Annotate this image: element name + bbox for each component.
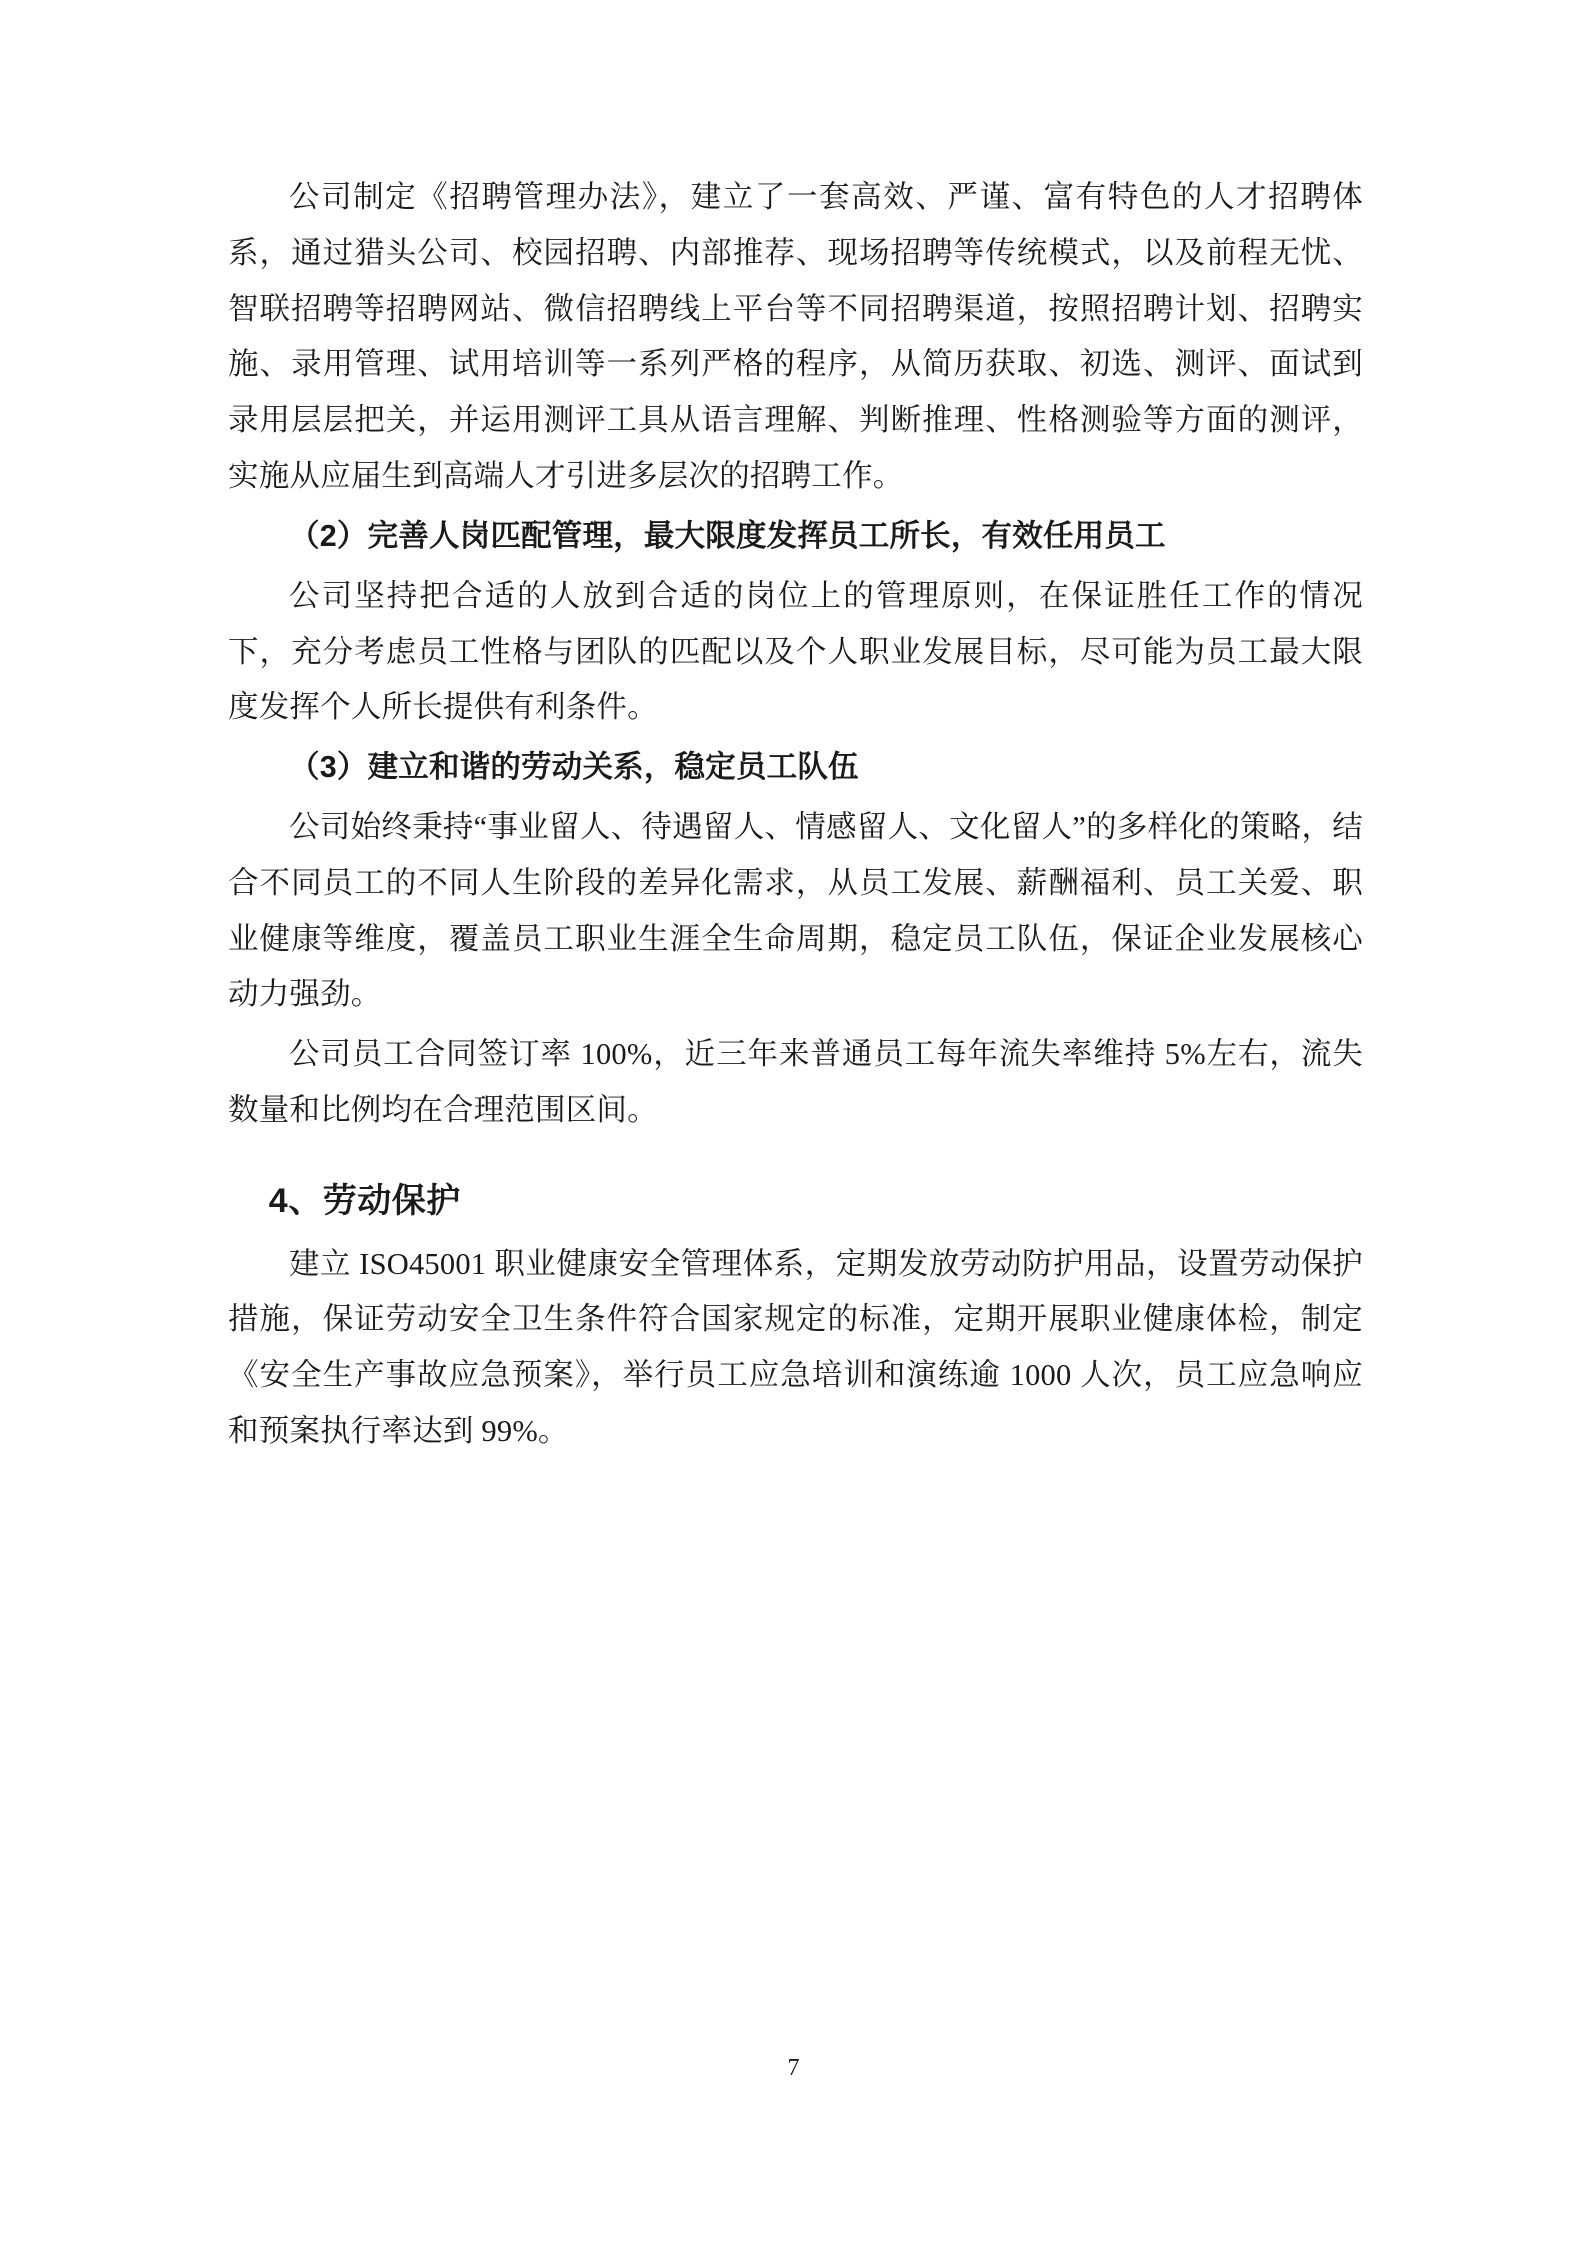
paragraph-recruitment-system: 公司制定《招聘管理办法》，建立了一套高效、严谨、富有特色的人才招聘体系，通过猎头公司、校园招聘、内部推荐、现场招聘等传统模式，以及前程无忧、智联招聘等招聘网站、微信招聘线上平台等不同招聘渠道，按照招聘计划、招聘实施、录用管理、试用培训等一系列严格的程序，从简历获取、初选、测评、面试到录用层层把关，并运用测评工具从语言理解、判断推理、性格测验等方面的测评，实施从应届生到高端人才引进多层次的招聘工作。 <box>228 180 1363 494</box>
paragraph-job-matching: 公司坚持把合适的人放到合适的岗位上的管理原则，在保证胜任工作的情况下，充分考虑员工性格与团队的匹配以及个人职业发展目标，尽可能为员工最大限度发挥个人所长提供有利条件。 <box>228 578 1363 725</box>
subheading-labor-relations: （3）建立和谐的劳动关系，稳定员工队伍 <box>289 750 859 785</box>
page-number: 7 <box>787 2055 800 2081</box>
subheading-job-matching: （2）完善人岗匹配管理，最大限度发挥员工所长，有效任用员工 <box>289 518 1166 553</box>
section-heading-labor-protection: 4、劳动保护 <box>268 1181 461 1220</box>
paragraph-retention-strategy: 公司始终秉持“事业留人、待遇留人、情感留人、文化留人”的多样化的策略，结合不同员工的不同人生阶段的差异化需求，从员工发展、薪酬福利、员工关爱、职业健康等维度，覆盖员工职业生涯全生命周期，稳定员工队伍，保证企业发展核心动力强劲。 <box>228 809 1363 1012</box>
paragraph-contract-rate: 公司员工合同签订率 100%，近三年来普通员工每年流失率维持 5%左右，流失数量和比例均在合理范围区间。 <box>228 1037 1363 1127</box>
paragraph-labor-protection: 建立 ISO45001 职业健康安全管理体系，定期发放劳动防护用品，设置劳动保护措施，保证劳动安全卫生条件符合国家规定的标准，定期开展职业健康体检，制定《安全生产事故应急预案》，举行员工应急培训和演练逾 1000 人次，员工应急响应和预案执行率达到 99%。 <box>228 1246 1363 1449</box>
page-content <box>228 170 1363 1464</box>
